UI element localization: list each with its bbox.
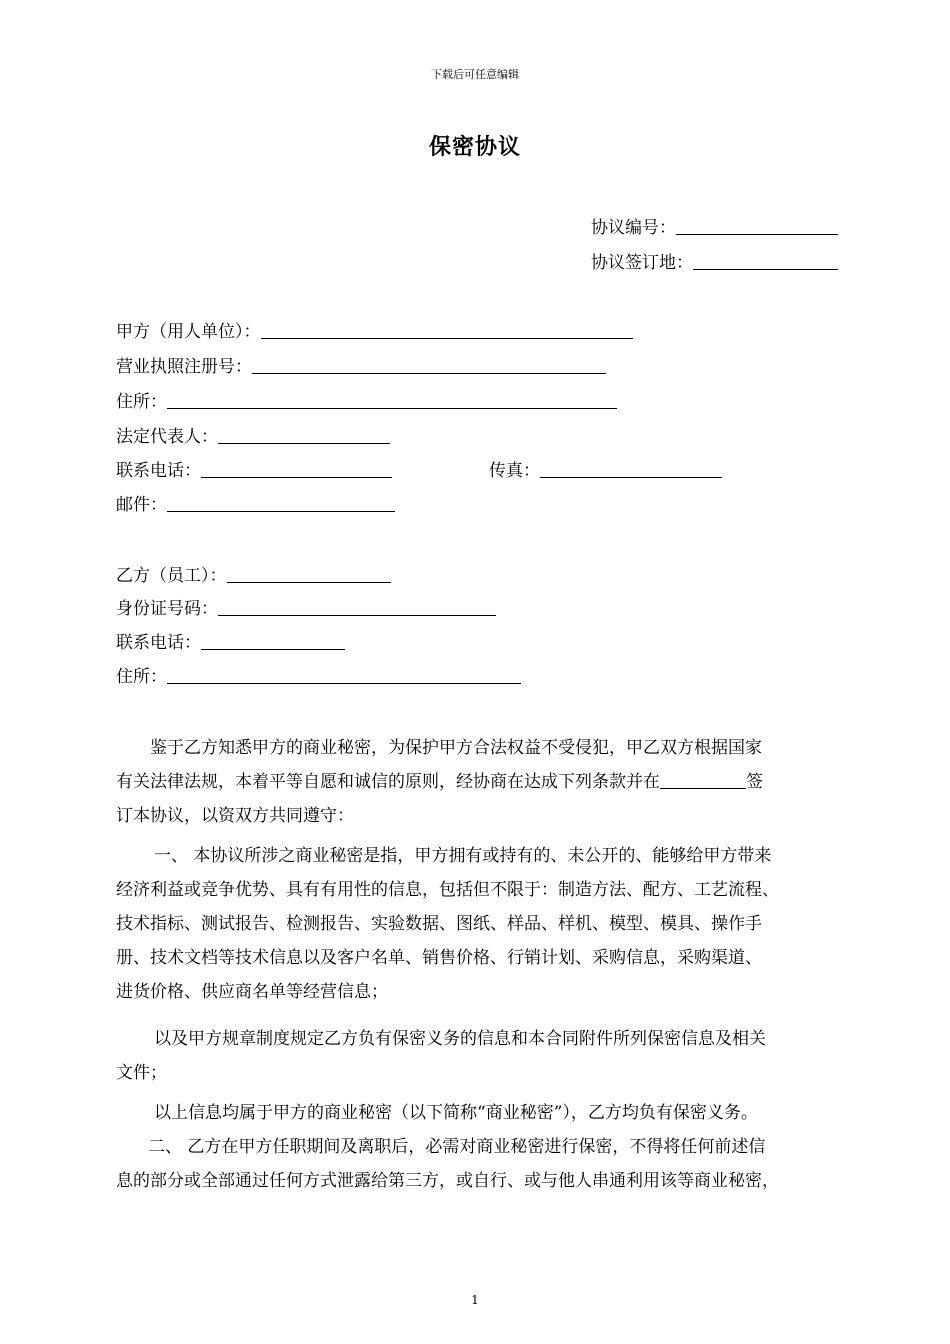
clause-2 xyxy=(116,1130,850,1198)
party-a-legal-rep-field[interactable] xyxy=(218,427,390,444)
clause-1b xyxy=(116,1022,850,1090)
text-line: 文件； xyxy=(116,1063,167,1083)
party-b-id-row xyxy=(116,597,496,621)
text-line: 一、 本协议所涉之商业秘密是指，甲方拥有或持有的、未公开的、能够给甲方带来 xyxy=(154,846,772,866)
text-line: 二、 乙方在甲方任职期间及离职后，必需对商业秘密进行保密，不得将任何前述信 xyxy=(148,1137,766,1157)
party-a-email-row xyxy=(116,493,395,517)
header-note: 下载后可任意编辑 xyxy=(431,68,519,81)
party-a-address-row xyxy=(116,390,617,414)
agreement-number-row xyxy=(591,216,838,240)
party-a-fax-field[interactable] xyxy=(540,461,722,478)
party-b-id-label: 身份证号码： xyxy=(116,599,218,619)
text-line: 以上信息均属于甲方的商业秘密（以下简称“商业秘密”），乙方均负有保密义务。 xyxy=(154,1103,758,1123)
party-a-phone-field[interactable] xyxy=(201,461,392,478)
party-b-address-field[interactable] xyxy=(167,667,521,684)
party-b-address-label: 住所： xyxy=(116,667,167,687)
document-title: 保密协议 xyxy=(428,134,521,160)
party-b-phone-field[interactable] xyxy=(201,633,345,650)
agreement-place-label: 协议签订地： xyxy=(591,253,693,273)
clause-1c xyxy=(116,1096,850,1130)
party-a-phone-row xyxy=(116,459,392,483)
signing-place-field[interactable] xyxy=(660,772,746,789)
party-a-phone-label: 联系电话： xyxy=(116,461,201,481)
party-a-fax-label: 传真： xyxy=(489,461,540,481)
party-a-license-row xyxy=(116,355,606,379)
party-a-name-label: 甲方（用人单位）： xyxy=(116,322,261,342)
party-b-address-row xyxy=(116,665,521,689)
text-line: 以及甲方规章制度规定乙方负有保密义务的信息和本合同附件所列保密信息及相关 xyxy=(154,1029,766,1049)
party-a-address-label: 住所： xyxy=(116,392,167,412)
text-line: 鉴于乙方知悉甲方的商业秘密，为保护甲方合法权益不受侵犯，甲乙双方根据国家 xyxy=(150,738,762,758)
text-line: 经济利益或竞争优势、具有有用性的信息，包括但不限于：制造方法、配方、工艺流程、 xyxy=(116,880,779,900)
text-line: 册、技术文档等技术信息以及客户名单、销售价格、行销计划、采购信息，采购渠道、 xyxy=(116,948,762,968)
text-line: 技术指标、测试报告、检测报告、实验数据、图纸、样品、样机、模型、模具、操作手 xyxy=(116,914,762,934)
party-a-legal-rep-row xyxy=(116,425,390,449)
clause-1 xyxy=(116,839,850,1009)
party-b-name-label: 乙方（员工）： xyxy=(116,566,227,586)
party-a-legal-rep-label: 法定代表人： xyxy=(116,427,218,447)
party-a-fax-row xyxy=(489,459,722,483)
text-segment: 有关法律法规，本着平等自愿和诚信的原则，经协商在达成下列条款并在 xyxy=(116,772,660,792)
party-a-license-label: 营业执照注册号： xyxy=(116,357,252,377)
text-line: 订本协议，以资双方共同遵守： xyxy=(116,806,354,826)
text-line: 息的部分或全部通过任何方式泄露给第三方，或自行、或与他人串通利用该等商业秘密， xyxy=(116,1171,779,1191)
party-a-email-label: 邮件： xyxy=(116,495,167,515)
page-number: 1 xyxy=(471,1293,479,1307)
party-b-phone-label: 联系电话： xyxy=(116,633,201,653)
party-a-name-field[interactable] xyxy=(261,322,633,339)
party-a-name-row xyxy=(116,320,633,344)
agreement-place-row xyxy=(591,251,838,275)
preamble-paragraph xyxy=(116,731,850,833)
text-line: 进货价格、供应商名单等经营信息； xyxy=(116,982,388,1002)
party-b-name-field[interactable] xyxy=(227,566,391,583)
party-b-phone-row xyxy=(116,631,345,655)
party-a-license-field[interactable] xyxy=(252,357,606,374)
party-b-id-field[interactable] xyxy=(218,599,496,616)
agreement-place-field[interactable] xyxy=(693,253,838,270)
agreement-number-label: 协议编号： xyxy=(591,218,676,238)
agreement-number-field[interactable] xyxy=(676,218,838,235)
text-line xyxy=(116,765,850,799)
party-b-name-row xyxy=(116,564,391,588)
party-a-email-field[interactable] xyxy=(167,495,395,512)
text-segment: 签 xyxy=(746,772,763,792)
party-a-address-field[interactable] xyxy=(167,392,617,409)
